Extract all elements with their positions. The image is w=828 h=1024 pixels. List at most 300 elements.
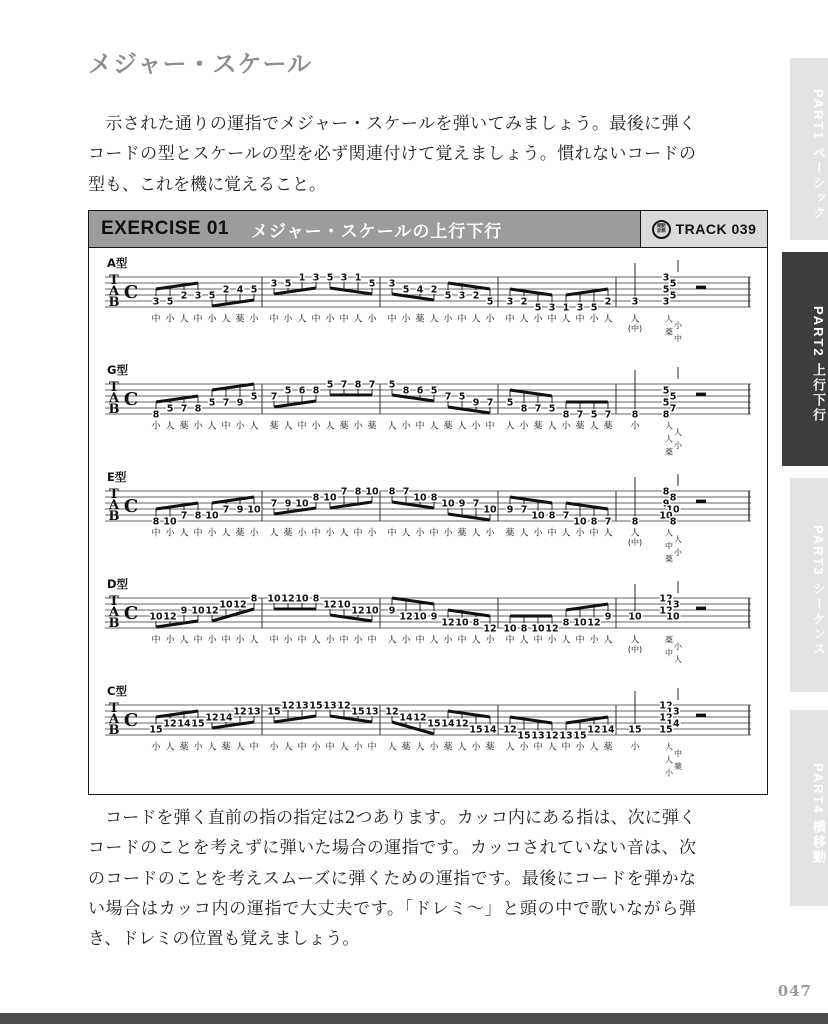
finger-label: 中	[485, 421, 495, 432]
finger-label: 小	[283, 635, 293, 646]
finger-label: 人	[165, 421, 175, 432]
finger-label: 人	[235, 742, 245, 753]
tab-note: 5	[430, 385, 438, 397]
tab-clef: T	[109, 701, 119, 716]
tab-note: 3	[388, 278, 396, 290]
finger-label: 薬	[485, 742, 495, 753]
chord-finger-label: 人	[674, 655, 682, 664]
finger-label: 中	[367, 635, 377, 646]
tab-note: 12	[503, 724, 517, 736]
tab-note: 10	[503, 623, 517, 635]
tab-note: 9	[388, 605, 396, 617]
tab-note: 7	[340, 486, 348, 498]
chord-note: 10	[666, 504, 680, 516]
tab-note: 12	[205, 712, 219, 724]
tab-note: 12	[337, 700, 351, 712]
finger-label: 人	[429, 421, 439, 432]
chord-note: 8	[669, 492, 677, 504]
tab-note: 2	[222, 284, 230, 296]
chord-finger-label: 小	[674, 548, 682, 557]
finger-label: 小	[353, 742, 363, 753]
tab-note: 8	[631, 516, 639, 528]
finger-label: 小	[471, 421, 481, 432]
tab-note: 10	[365, 605, 379, 617]
tab-note: 3	[458, 290, 466, 302]
finger-label: 中	[547, 528, 557, 539]
tab-note: 9	[430, 611, 438, 623]
finger-label: 人	[561, 528, 571, 539]
tab-note: 8	[402, 385, 410, 397]
chord-note: 5	[669, 391, 677, 403]
tab-note: 7	[270, 498, 278, 510]
finger-label: 薬	[283, 528, 293, 539]
finger-label: 小	[297, 528, 307, 539]
finger-label: 人	[630, 528, 640, 539]
finger-label: 中	[297, 742, 307, 753]
tab-note: 10	[455, 617, 469, 629]
chord-finger-label: 薬	[674, 762, 682, 771]
tab-note: 10	[413, 492, 427, 504]
tab-note: 5	[548, 403, 556, 415]
finger-label: 中	[339, 635, 349, 646]
finger-label: 人	[603, 314, 613, 325]
sidebar-tab-part2: PART2 上行下行	[782, 252, 828, 466]
staff-form-label: D型	[107, 578, 129, 591]
tab-note: 7	[340, 379, 348, 391]
finger-label: 小	[561, 421, 571, 432]
tab-note: 8	[520, 623, 528, 635]
finger-label: 薬	[575, 421, 585, 432]
finger-label: 人	[429, 635, 439, 646]
finger-label: 中	[297, 635, 307, 646]
tab-note: 8	[354, 486, 362, 498]
finger-label: 中	[561, 742, 571, 753]
tab-note: 8	[388, 486, 396, 498]
outro-paragraph: コードを弾く直前の指の指定は2つあります。カッコ内にある指は、次に弾くコードのことを考えずに弾いた場合の運指です。カッコされていない音は、次のコードのことを考えスムーズに弾くための運指です。最後にコードを弾かない場合はカッコ内の運指で大丈夫です。「ドレミ〜」と頭の中で歌いながら弾き、ドレミの位置も覚えましょう。	[88, 808, 696, 949]
finger-label: 小	[429, 742, 439, 753]
audio-source-icon: 連動 音源	[652, 220, 671, 239]
finger-label: 小	[443, 314, 453, 325]
tab-note: 10	[295, 593, 309, 605]
finger-label: 小	[151, 742, 161, 753]
time-signature: C	[123, 603, 139, 624]
finger-label: 小	[165, 635, 175, 646]
tab-note: 13	[365, 706, 379, 718]
finger-label: 人	[387, 742, 397, 753]
tab-note: 9	[284, 498, 292, 510]
finger-label: 中	[325, 742, 335, 753]
finger-label: 中	[533, 742, 543, 753]
finger-label: 小	[471, 742, 481, 753]
finger-label: 薬	[221, 742, 231, 753]
finger-label: 中	[339, 314, 349, 325]
finger-label: 薬	[401, 742, 411, 753]
tab-note: 8	[472, 617, 480, 629]
tab-note: 10	[149, 611, 163, 623]
finger-label: 人	[179, 528, 189, 539]
exercise-header	[89, 211, 767, 248]
staff-block	[97, 578, 759, 680]
finger-label: 中	[387, 528, 397, 539]
tab-note: 8	[562, 617, 570, 629]
chord-finger-label: 小	[674, 321, 682, 330]
tab-note: 5	[368, 278, 376, 290]
finger-label: 薬	[443, 742, 453, 753]
chord-finger-label: 人	[665, 421, 673, 431]
finger-label: 小	[630, 421, 640, 432]
finger-label: 中	[249, 742, 259, 753]
tab-note: 8	[152, 409, 160, 421]
tab-note: 8	[194, 403, 202, 415]
finger-label: 小	[249, 528, 259, 539]
tab-staff	[97, 471, 759, 568]
finger-label: 薬	[367, 421, 377, 432]
finger-label: 中	[429, 528, 439, 539]
time-signature: C	[123, 282, 139, 303]
tab-note: 5	[166, 296, 174, 308]
finger-label: 人	[519, 314, 529, 325]
finger-label: 小	[519, 421, 529, 432]
chord-finger-label: 薬	[665, 327, 673, 337]
tab-note: 3	[312, 272, 320, 284]
tab-note: 15	[149, 724, 163, 736]
tab-note: 9	[180, 605, 188, 617]
tab-clef: T	[109, 487, 119, 502]
finger-label: 人	[415, 742, 425, 753]
finger-label: 人	[165, 742, 175, 753]
finger-label: 人	[561, 314, 571, 325]
tab-note: 8	[430, 492, 438, 504]
tab-note: 5	[458, 391, 466, 403]
tab-note: 5	[534, 302, 542, 314]
finger-label: 中	[505, 314, 515, 325]
tab-note: 8	[152, 516, 160, 528]
finger-label: 中	[151, 635, 161, 646]
sidebar-tab-part3: PART3 シーケンス	[790, 478, 828, 692]
tab-note: 8	[312, 593, 320, 605]
exercise-title: メジャー・スケールの上行下行	[251, 221, 503, 241]
finger-label: 人	[630, 635, 640, 646]
tab-note: 7	[520, 504, 528, 516]
chord-note: 13	[666, 706, 680, 718]
finger-label: 小	[325, 528, 335, 539]
finger-label: 小	[485, 635, 495, 646]
finger-label: 人	[283, 742, 293, 753]
finger-label: 薬	[505, 528, 515, 539]
tab-note: 15	[469, 724, 483, 736]
footer-bar	[0, 1013, 828, 1024]
chord-finger-label: 小	[665, 768, 673, 778]
tab-note: 3	[270, 278, 278, 290]
tab-note: 12	[587, 724, 601, 736]
finger-label: 人	[457, 742, 467, 753]
tab-note: 5	[326, 379, 334, 391]
finger-label: 小	[269, 742, 279, 753]
tab-clef: A	[108, 605, 120, 620]
tab-note: 7	[270, 391, 278, 403]
finger-label: 小	[249, 314, 259, 325]
finger-label: 人	[589, 421, 599, 432]
finger-label: 中	[193, 314, 203, 325]
finger-label: 人	[179, 314, 189, 325]
tab-note: 10	[441, 498, 455, 510]
finger-label: 薬	[533, 421, 543, 432]
finger-label: 小	[443, 635, 453, 646]
tab-note: 7	[562, 510, 570, 522]
tab-note: 2	[604, 296, 612, 308]
tab-note: 10	[267, 593, 281, 605]
tab-note: 5	[486, 296, 494, 308]
finger-label: 人	[207, 421, 217, 432]
chord-finger-label: 人	[665, 434, 673, 444]
finger-label: 中	[575, 635, 585, 646]
staff-block	[97, 364, 759, 466]
tab-note: 12	[163, 611, 177, 623]
finger-label: 人	[589, 742, 599, 753]
finger-label: 中	[221, 635, 231, 646]
chord-finger-label: 人	[665, 314, 673, 324]
finger-label: (中)	[627, 645, 643, 654]
tab-note: 12	[455, 718, 469, 730]
tab-clef: B	[108, 509, 120, 524]
finger-label: 人	[630, 314, 640, 325]
sidebar-tab-part4: PART4 横移動	[790, 710, 828, 906]
tab-note: 5	[326, 272, 334, 284]
tab-note: 7	[534, 403, 542, 415]
tab-note: 5	[208, 290, 216, 302]
finger-label: 小	[353, 635, 363, 646]
finger-label: (中)	[627, 538, 643, 547]
exercise-header-left	[89, 211, 640, 247]
finger-label: 小	[207, 528, 217, 539]
tab-note: 1	[562, 302, 570, 314]
tab-note: 13	[531, 730, 545, 742]
tab-note: 15	[573, 730, 587, 742]
finger-label: 人	[387, 421, 397, 432]
tab-clef: A	[108, 498, 120, 513]
tab-note: 15	[191, 718, 205, 730]
finger-label: 人	[283, 421, 293, 432]
chord-finger-label: 中	[674, 334, 682, 343]
finger-label: 人	[457, 421, 467, 432]
page-number: 047	[777, 982, 812, 1000]
tab-note: 10	[163, 516, 177, 528]
tab-note: 9	[604, 611, 612, 623]
chord-finger-label: 中	[665, 648, 673, 658]
tab-note: 14	[177, 718, 191, 730]
finger-label: 小	[630, 742, 640, 753]
finger-label: 人	[429, 314, 439, 325]
finger-label: 小	[519, 742, 529, 753]
finger-label: 小	[283, 314, 293, 325]
finger-label: 人	[603, 528, 613, 539]
tab-note: 5	[388, 379, 396, 391]
tab-note: 2	[472, 290, 480, 302]
finger-label: 薬	[457, 528, 467, 539]
finger-label: 中	[547, 314, 557, 325]
finger-label: 人	[221, 314, 231, 325]
tab-note: 12	[413, 712, 427, 724]
tab-note: 7	[472, 498, 480, 510]
tab-note: 9	[236, 397, 244, 409]
finger-label: 小	[235, 635, 245, 646]
finger-label: 人	[339, 528, 349, 539]
finger-label: 薬	[415, 314, 425, 325]
tab-note: 13	[295, 700, 309, 712]
finger-label: 薬	[603, 742, 613, 753]
chord-note: 14	[666, 718, 680, 730]
tab-note: 12	[205, 605, 219, 617]
chord-note: 8	[662, 486, 670, 498]
tab-note: 7	[604, 409, 612, 421]
chord-note: 12	[659, 712, 673, 724]
finger-label: 中	[415, 635, 425, 646]
tab-note: 10	[337, 599, 351, 611]
sidebar-tab-part1: PART1 ベーシック	[790, 58, 828, 240]
chord-finger-label: 中	[665, 541, 673, 551]
chord-finger-label: 小	[674, 642, 682, 651]
tab-note: 7	[180, 510, 188, 522]
tab-note: 12	[281, 700, 295, 712]
tab-staff	[97, 364, 759, 461]
finger-label: 小	[207, 635, 217, 646]
finger-label: 小	[533, 314, 543, 325]
finger-label: 小	[401, 635, 411, 646]
tab-note: 9	[506, 504, 514, 516]
tab-note: 4	[236, 284, 244, 296]
tab-note: 12	[233, 599, 247, 611]
finger-label: 人	[269, 528, 279, 539]
tab-note: 10	[365, 486, 379, 498]
tab-note: 5	[590, 409, 598, 421]
tab-note: 7	[576, 409, 584, 421]
staff-form-label: G型	[107, 364, 128, 377]
finger-label: 小	[589, 635, 599, 646]
tab-note: 12	[587, 617, 601, 629]
finger-label: 小	[367, 314, 377, 325]
tab-note: 5	[590, 302, 598, 314]
tab-note: 10	[573, 617, 587, 629]
tab-note: 8	[590, 516, 598, 528]
finger-label: 小	[207, 314, 217, 325]
finger-label: 小	[485, 314, 495, 325]
tab-note: 10	[628, 611, 642, 623]
chord-finger-label: 薬	[665, 635, 673, 645]
tab-note: 10	[483, 504, 497, 516]
finger-label: 薬	[179, 421, 189, 432]
finger-label: 中	[269, 635, 279, 646]
tab-note: 14	[483, 724, 497, 736]
chord-note: 8	[669, 516, 677, 528]
tab-note: 5	[506, 397, 514, 409]
tab-note: 12	[281, 593, 295, 605]
half-rest	[696, 393, 706, 396]
finger-label: 小	[311, 742, 321, 753]
tab-note: 3	[506, 296, 514, 308]
finger-label: 小	[589, 314, 599, 325]
tab-clef: B	[108, 723, 120, 738]
chord-note: 10	[659, 510, 673, 522]
finger-label: 人	[471, 635, 481, 646]
finger-label: 小	[575, 528, 585, 539]
tab-note: 15	[351, 706, 365, 718]
finger-label: 小	[165, 314, 175, 325]
tab-note: 7	[368, 379, 376, 391]
page-title: メジャー・スケール	[88, 51, 313, 78]
staff-block	[97, 257, 759, 359]
chord-finger-label: 中	[674, 749, 682, 758]
tab-note: 7	[486, 397, 494, 409]
finger-label: 小	[401, 314, 411, 325]
chord-note: 5	[662, 385, 670, 397]
finger-label: 小	[367, 528, 377, 539]
tab-note: 7	[180, 403, 188, 415]
tab-note: 8	[631, 409, 639, 421]
chord-note: 9	[662, 498, 670, 510]
tab-note: 8	[548, 510, 556, 522]
finger-label: 人	[325, 421, 335, 432]
tab-note: 12	[545, 623, 559, 635]
tab-note: 5	[208, 397, 216, 409]
tab-clef: A	[108, 391, 120, 406]
finger-label: (中)	[627, 324, 643, 333]
tab-note: 14	[219, 712, 233, 724]
finger-label: 小	[443, 528, 453, 539]
finger-label: 小	[547, 635, 557, 646]
track-number-label: TRACK 039	[675, 221, 757, 237]
finger-label: 小	[325, 314, 335, 325]
tab-note: 10	[191, 605, 205, 617]
finger-label: 人	[339, 742, 349, 753]
half-rest	[696, 714, 706, 717]
finger-label: 人	[519, 528, 529, 539]
finger-label: 中	[353, 528, 363, 539]
tab-note: 5	[284, 278, 292, 290]
finger-label: 薬	[339, 421, 349, 432]
finger-label: 薬	[235, 314, 245, 325]
tab-clef: T	[109, 594, 119, 609]
finger-label: 人	[471, 314, 481, 325]
finger-label: 中	[457, 314, 467, 325]
exercise-box	[88, 210, 768, 795]
tab-note: 9	[458, 498, 466, 510]
chord-finger-label: 人	[665, 742, 673, 752]
tab-note: 8	[312, 492, 320, 504]
tab-note: 12	[483, 623, 497, 635]
tab-note: 5	[402, 284, 410, 296]
finger-label: 中	[387, 314, 397, 325]
chord-note: 5	[669, 278, 677, 290]
chord-note: 15	[659, 724, 673, 736]
tab-note: 10	[219, 599, 233, 611]
finger-label: 小	[151, 421, 161, 432]
tab-note: 8	[194, 510, 202, 522]
tab-note: 2	[180, 290, 188, 302]
finger-label: 中	[193, 528, 203, 539]
tab-note: 8	[562, 409, 570, 421]
tab-clef: B	[108, 295, 120, 310]
finger-label: 人	[221, 528, 231, 539]
exercise-number-label: EXERCISE 01	[101, 218, 229, 239]
tab-note: 9	[236, 504, 244, 516]
tab-clef: A	[108, 712, 120, 727]
tab-note: 3	[576, 302, 584, 314]
chord-finger-label: 人	[674, 535, 682, 544]
half-rest	[696, 500, 706, 503]
tab-note: 12	[441, 617, 455, 629]
tab-note: 7	[222, 397, 230, 409]
finger-label: 人	[179, 635, 189, 646]
